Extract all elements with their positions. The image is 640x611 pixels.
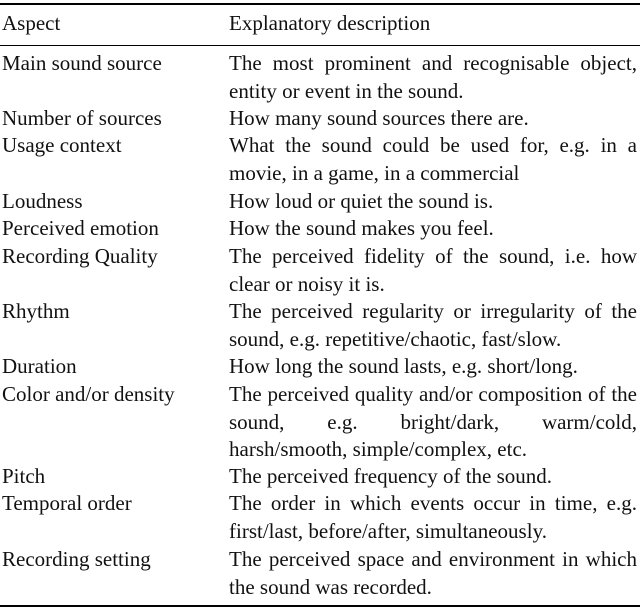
row-aspect: Color and/or density [2,382,175,406]
row-description: How long the sound lasts, e.g. short/long. [229,354,578,378]
row-description: The perceived space and environment in which the sound was recorded. [229,547,637,599]
row-description: The perceived quality and/or composition of the sound, e.g. bright/dark, warm/cold, harsh/smooth, simple/complex, etc. [229,382,637,461]
row-aspect: Recording Quality [2,244,158,268]
header-description: Explanatory description [229,11,431,35]
row-aspect: Temporal order [2,491,132,515]
row-description: The perceived regularity or irregularity of the sound, e.g. repetitive/chaotic, fast/slow. [229,299,637,351]
row-aspect: Duration [2,354,77,378]
row-aspect: Perceived emotion [2,216,159,240]
row-aspect: Number of sources [2,106,162,130]
row-description: What the sound could be used for, e.g. in a movie, in a game, in a commercial [229,133,637,185]
row-aspect: Loudness [2,189,83,213]
table-header-rule [0,45,640,46]
row-description: The perceived fidelity of the sound, i.e. how clear or noisy it is. [229,244,637,296]
row-description: The most prominent and recognisable object, entity or event in the sound. [229,51,637,103]
header-aspect: Aspect [2,11,61,35]
row-aspect: Rhythm [2,299,70,323]
row-description: The perceived frequency of the sound. [229,464,553,488]
table-bottom-rule [0,605,640,607]
row-aspect: Recording setting [2,547,151,571]
row-description: The order in which events occur in time, e.g. first/last, before/after, simultaneously. [229,491,637,543]
row-aspect: Pitch [2,464,46,488]
row-aspect: Usage context [2,133,122,157]
row-description: How loud or quiet the sound is. [229,189,494,213]
row-description: How many sound sources there are. [229,106,529,130]
row-aspect: Main sound source [2,51,162,75]
table-top-rule [0,3,640,5]
row-description: How the sound makes you feel. [229,216,494,240]
